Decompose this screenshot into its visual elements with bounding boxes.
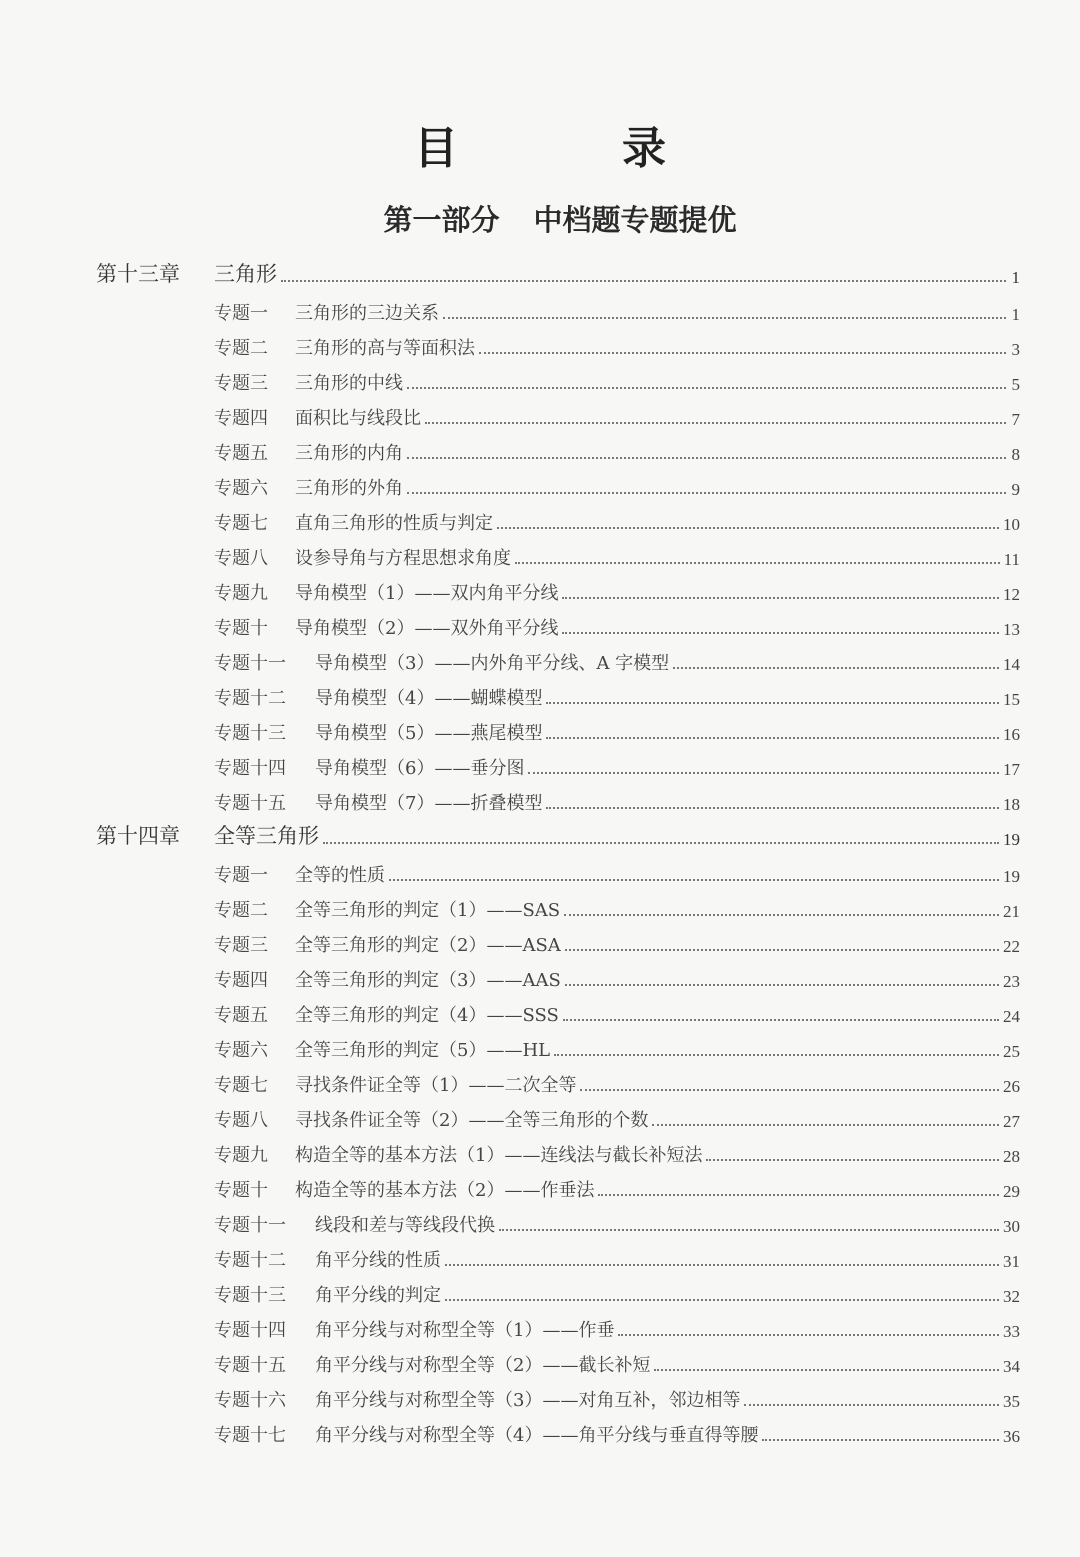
topic-entry-label: 专题五 bbox=[214, 443, 268, 464]
topic-entry[interactable] bbox=[214, 962, 1020, 992]
topic-entry-label: 专题十四 bbox=[214, 758, 286, 779]
dot-leader bbox=[673, 667, 999, 669]
dot-leader bbox=[425, 422, 1006, 424]
dot-leader bbox=[389, 879, 999, 881]
topic-entry[interactable] bbox=[214, 1242, 1020, 1272]
topic-entry[interactable] bbox=[214, 505, 1020, 535]
topic-entry-title: 线段和差与等线段代换 bbox=[315, 1215, 495, 1236]
topic-entry[interactable] bbox=[214, 435, 1020, 465]
topic-entry[interactable] bbox=[214, 1207, 1020, 1237]
topic-entry-title: 全等三角形的判定（1）——SAS bbox=[295, 900, 561, 921]
topic-entry-label: 专题十四 bbox=[214, 1320, 286, 1341]
topic-entry-page-number: 9 bbox=[1011, 480, 1020, 499]
topic-entry-label: 专题十二 bbox=[214, 688, 286, 709]
topic-entry-label: 专题六 bbox=[214, 1040, 268, 1061]
topic-entry-page-number: 21 bbox=[1003, 902, 1020, 921]
topic-entry-label: 专题十 bbox=[214, 618, 268, 639]
topic-entry-title: 全等三角形的判定（2）——ASA bbox=[295, 935, 561, 956]
topic-entry[interactable] bbox=[214, 365, 1020, 395]
dot-leader bbox=[563, 1019, 999, 1021]
topic-entry-page-number: 1 bbox=[1011, 305, 1020, 324]
topic-entry-title: 全等三角形的判定（5）——HL bbox=[295, 1040, 551, 1061]
topic-entry-title: 三角形的内角 bbox=[295, 443, 403, 464]
topic-entry[interactable] bbox=[214, 1102, 1020, 1132]
topic-entry-title: 三角形的中线 bbox=[295, 373, 403, 394]
chapter-entry-page-number: 1 bbox=[1011, 268, 1020, 287]
topic-entry-label: 专题八 bbox=[214, 1110, 268, 1131]
topic-entry-label: 专题十一 bbox=[214, 1215, 286, 1236]
topic-entry-title: 导角模型（6）——垂分图 bbox=[315, 758, 525, 779]
chapter-entry[interactable] bbox=[96, 258, 1020, 288]
dot-leader bbox=[546, 807, 999, 809]
topic-entry-page-number: 28 bbox=[1003, 1147, 1020, 1166]
chapter-entry-label: 第十四章 bbox=[96, 824, 180, 848]
dot-leader bbox=[554, 1054, 999, 1056]
dot-leader bbox=[499, 1229, 999, 1231]
topic-entry-label: 专题十一 bbox=[214, 653, 286, 674]
topic-entry[interactable] bbox=[214, 1417, 1020, 1447]
topic-entry-page-number: 35 bbox=[1003, 1392, 1020, 1411]
topic-entry-label: 专题一 bbox=[214, 865, 268, 886]
topic-entry-page-number: 22 bbox=[1003, 937, 1020, 956]
part-label: 第一部分 bbox=[383, 203, 500, 237]
dot-leader bbox=[443, 317, 1006, 319]
topic-entry-title: 构造全等的基本方法（2）——作垂法 bbox=[295, 1180, 595, 1201]
topic-entry-title: 导角模型（2）——双外角平分线 bbox=[295, 618, 559, 639]
topic-entry-title: 导角模型（1）——双内角平分线 bbox=[295, 583, 559, 604]
topic-entry-label: 专题十 bbox=[214, 1180, 268, 1201]
dot-leader bbox=[445, 1299, 999, 1301]
dot-leader bbox=[565, 984, 999, 986]
topic-entry[interactable] bbox=[214, 1347, 1020, 1377]
dot-leader bbox=[445, 1264, 999, 1266]
topic-entry-page-number: 5 bbox=[1011, 375, 1020, 394]
chapter-entry-title: 全等三角形 bbox=[214, 824, 319, 848]
topic-entry-page-number: 17 bbox=[1003, 760, 1020, 779]
topic-entry-title: 角平分线与对称型全等（2）——截长补短 bbox=[315, 1355, 651, 1376]
dot-leader bbox=[323, 842, 999, 844]
topic-entry-title: 三角形的高与等面积法 bbox=[295, 338, 475, 359]
topic-entry[interactable] bbox=[214, 997, 1020, 1027]
topic-entry-title: 全等三角形的判定（3）——AAS bbox=[295, 970, 561, 991]
dot-leader bbox=[652, 1124, 999, 1126]
topic-entry-page-number: 16 bbox=[1003, 725, 1020, 744]
topic-entry-title: 直角三角形的性质与判定 bbox=[295, 513, 493, 534]
topic-entry-title: 构造全等的基本方法（1）——连线法与截长补短法 bbox=[295, 1145, 703, 1166]
dot-leader bbox=[546, 737, 999, 739]
dot-leader bbox=[565, 949, 999, 951]
dot-leader bbox=[528, 772, 999, 774]
topic-entry-label: 专题十七 bbox=[214, 1425, 286, 1446]
topic-entry-page-number: 36 bbox=[1003, 1427, 1020, 1446]
topic-entry-page-number: 26 bbox=[1003, 1077, 1020, 1096]
topic-entry-label: 专题四 bbox=[214, 408, 268, 429]
topic-entry[interactable] bbox=[214, 750, 1020, 780]
dot-leader bbox=[497, 527, 999, 529]
dot-leader bbox=[546, 702, 999, 704]
dot-leader bbox=[407, 492, 1006, 494]
topic-entry[interactable] bbox=[214, 1067, 1020, 1097]
topic-entry[interactable] bbox=[214, 1312, 1020, 1342]
part-name: 中档题专题提优 bbox=[533, 203, 737, 237]
dot-leader bbox=[281, 280, 1006, 282]
topic-entry-page-number: 33 bbox=[1003, 1322, 1020, 1341]
topic-entry[interactable] bbox=[214, 1032, 1020, 1062]
topic-entry-page-number: 13 bbox=[1003, 620, 1020, 639]
topic-entry-title: 角平分线的判定 bbox=[315, 1285, 441, 1306]
topic-entry-label: 专题二 bbox=[214, 338, 268, 359]
topic-entry-title: 面积比与线段比 bbox=[295, 408, 421, 429]
chapter-entry-page-number: 19 bbox=[1003, 830, 1020, 849]
topic-entry[interactable] bbox=[214, 400, 1020, 430]
dot-leader bbox=[598, 1194, 999, 1196]
topic-entry-page-number: 32 bbox=[1003, 1287, 1020, 1306]
topic-entry-label: 专题十五 bbox=[214, 793, 286, 814]
topic-entry-label: 专题十六 bbox=[214, 1390, 286, 1411]
dot-leader bbox=[407, 387, 1006, 389]
topic-entry-page-number: 25 bbox=[1003, 1042, 1020, 1061]
page-title: 目 录 bbox=[414, 123, 726, 174]
topic-entry-title: 寻找条件证全等（1）——二次全等 bbox=[295, 1075, 577, 1096]
dot-leader bbox=[580, 1089, 999, 1091]
topic-entry-label: 专题七 bbox=[214, 513, 268, 534]
topic-entry-title: 导角模型（7）——折叠模型 bbox=[315, 793, 543, 814]
dot-leader bbox=[618, 1334, 999, 1336]
topic-entry-title: 设参导角与方程思想求角度 bbox=[295, 548, 511, 569]
topic-entry-page-number: 14 bbox=[1003, 655, 1020, 674]
dot-leader bbox=[562, 597, 999, 599]
dot-leader bbox=[407, 457, 1006, 459]
topic-entry-label: 专题一 bbox=[214, 303, 268, 324]
topic-entry-page-number: 18 bbox=[1003, 795, 1020, 814]
topic-entry-title: 三角形的三边关系 bbox=[295, 303, 439, 324]
topic-entry[interactable] bbox=[214, 540, 1020, 570]
topic-entry-label: 专题二 bbox=[214, 900, 268, 921]
topic-entry-page-number: 30 bbox=[1003, 1217, 1020, 1236]
dot-leader bbox=[654, 1369, 999, 1371]
topic-entry[interactable] bbox=[214, 575, 1020, 605]
topic-entry-page-number: 19 bbox=[1003, 867, 1020, 886]
chapter-entry-label: 第十三章 bbox=[96, 262, 180, 286]
topic-entry-page-number: 31 bbox=[1003, 1252, 1020, 1271]
topic-entry-page-number: 27 bbox=[1003, 1112, 1020, 1131]
dot-leader bbox=[762, 1439, 999, 1441]
topic-entry[interactable] bbox=[214, 927, 1020, 957]
topic-entry-page-number: 12 bbox=[1003, 585, 1020, 604]
topic-entry[interactable] bbox=[214, 295, 1020, 325]
topic-entry-page-number: 11 bbox=[1003, 550, 1020, 569]
topic-entry-title: 三角形的外角 bbox=[295, 478, 403, 499]
topic-entry-label: 专题三 bbox=[214, 373, 268, 394]
topic-entry-label: 专题五 bbox=[214, 1005, 268, 1026]
topic-entry-title: 角平分线与对称型全等（3）——对角互补，邻边相等 bbox=[315, 1390, 741, 1411]
topic-entry-title: 角平分线与对称型全等（1）——作垂 bbox=[315, 1320, 615, 1341]
topic-entry-label: 专题十三 bbox=[214, 1285, 286, 1306]
topic-entry-page-number: 29 bbox=[1003, 1182, 1020, 1201]
topic-entry-label: 专题八 bbox=[214, 548, 268, 569]
topic-entry-title: 角平分线的性质 bbox=[315, 1250, 441, 1271]
dot-leader bbox=[706, 1159, 999, 1161]
topic-entry-page-number: 3 bbox=[1011, 340, 1020, 359]
topic-entry[interactable] bbox=[214, 645, 1020, 675]
topic-entry[interactable] bbox=[214, 892, 1020, 922]
topic-entry-page-number: 10 bbox=[1003, 515, 1020, 534]
topic-entry[interactable] bbox=[214, 1382, 1020, 1412]
topic-entry[interactable] bbox=[214, 1137, 1020, 1167]
dot-leader bbox=[479, 352, 1006, 354]
topic-entry-label: 专题十五 bbox=[214, 1355, 286, 1376]
dot-leader bbox=[562, 632, 999, 634]
topic-entry[interactable] bbox=[214, 1172, 1020, 1202]
topic-entry-title: 导角模型（5）——燕尾模型 bbox=[315, 723, 543, 744]
topic-entry-label: 专题九 bbox=[214, 1145, 268, 1166]
topic-entry[interactable] bbox=[214, 470, 1020, 500]
topic-entry[interactable] bbox=[214, 610, 1020, 640]
topic-entry-title: 寻找条件证全等（2）——全等三角形的个数 bbox=[295, 1110, 649, 1131]
topic-entry-page-number: 8 bbox=[1011, 445, 1020, 464]
part-heading bbox=[0, 198, 1080, 239]
topic-entry-page-number: 24 bbox=[1003, 1007, 1020, 1026]
topic-entry-label: 专题十三 bbox=[214, 723, 286, 744]
chapter-entry[interactable] bbox=[96, 820, 1020, 850]
topic-entry-label: 专题七 bbox=[214, 1075, 268, 1096]
topic-entry-label: 专题九 bbox=[214, 583, 268, 604]
dot-leader bbox=[564, 914, 999, 916]
topic-entry[interactable] bbox=[214, 330, 1020, 360]
topic-entry[interactable] bbox=[214, 680, 1020, 710]
topic-entry[interactable] bbox=[214, 1277, 1020, 1307]
dot-leader bbox=[744, 1404, 999, 1406]
topic-entry-title: 导角模型（4）——蝴蝶模型 bbox=[315, 688, 543, 709]
topic-entry-title: 全等三角形的判定（4）——SSS bbox=[295, 1005, 559, 1026]
topic-entry-page-number: 34 bbox=[1003, 1357, 1020, 1376]
topic-entry-title: 全等的性质 bbox=[295, 865, 385, 886]
topic-entry[interactable] bbox=[214, 857, 1020, 887]
topic-entry-page-number: 7 bbox=[1011, 410, 1020, 429]
topic-entry-title: 角平分线与对称型全等（4）——角平分线与垂直得等腰 bbox=[315, 1425, 759, 1446]
topic-entry-title: 导角模型（3）——内外角平分线、A 字模型 bbox=[315, 653, 670, 674]
dot-leader bbox=[515, 562, 1000, 564]
topic-entry-label: 专题三 bbox=[214, 935, 268, 956]
topic-entry-label: 专题六 bbox=[214, 478, 268, 499]
chapter-entry-title: 三角形 bbox=[214, 262, 277, 286]
topic-entry-label: 专题十二 bbox=[214, 1250, 286, 1271]
topic-entry-page-number: 23 bbox=[1003, 972, 1020, 991]
topic-entry[interactable] bbox=[214, 785, 1020, 815]
topic-entry[interactable] bbox=[214, 715, 1020, 745]
topic-entry-page-number: 15 bbox=[1003, 690, 1020, 709]
topic-entry-label: 专题四 bbox=[214, 970, 268, 991]
